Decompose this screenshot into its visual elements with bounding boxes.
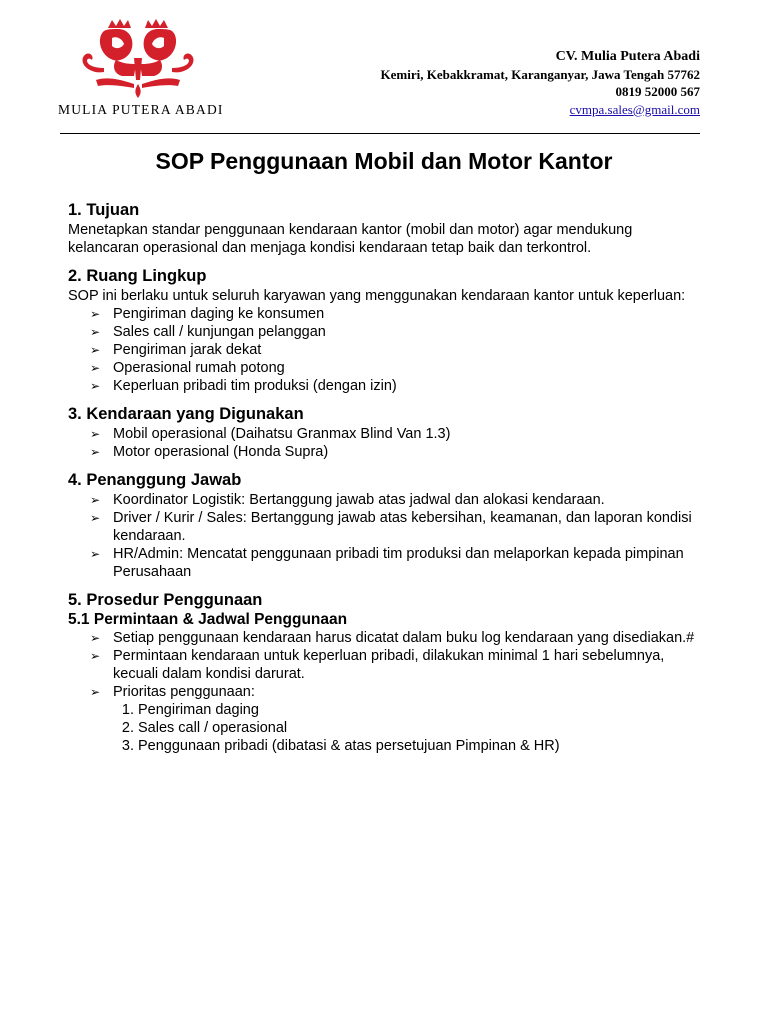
lion-crest-icon <box>78 18 198 100</box>
arrow-bullet-icon: ➢ <box>90 547 101 561</box>
arrow-bullet-icon: ➢ <box>90 493 101 507</box>
section-prosedur <box>68 591 700 755</box>
arrow-bullet-icon: ➢ <box>90 343 101 357</box>
list-item: ➢ Setiap penggunaan kendaraan harus dicatat dalam buku log kendaraan yang disediakan.# <box>90 630 695 646</box>
company-address: Kemiri, Kebakkramat, Karanganyar, Jawa Tengah 57762 <box>380 66 700 82</box>
arrow-bullet-icon: ➢ <box>90 427 101 441</box>
list-item: 3. Penggunaan pribadi (dibatasi & atas persetujuan Pimpinan & HR) <box>138 737 700 755</box>
section-ruang-lingkup <box>68 267 700 395</box>
arrow-bullet-icon: ➢ <box>90 649 101 663</box>
arrow-bullet-icon: ➢ <box>90 379 101 393</box>
arrow-bullet-icon: ➢ <box>90 631 101 645</box>
arrow-bullet-icon: ➢ <box>90 685 101 699</box>
company-phone: 0819 52000 567 <box>615 84 700 99</box>
section-heading: 5. Prosedur Penggunaan <box>68 591 263 609</box>
arrow-bullet-icon: ➢ <box>90 511 101 525</box>
list-item: ➢ Sales call / kunjungan pelanggan <box>90 324 326 340</box>
section-kendaraan <box>68 405 700 461</box>
company-name: CV. Mulia Putera Abadi <box>555 49 700 64</box>
company-logo <box>58 18 224 118</box>
list-item: ➢ Pengiriman daging ke konsumen <box>90 306 325 322</box>
list-item: ➢ Prioritas penggunaan: <box>90 684 255 700</box>
section-heading: 4. Penanggung Jawab <box>68 471 242 489</box>
document-body <box>68 148 700 765</box>
vehicle-list <box>68 425 700 461</box>
list-item: ➢ Motor operasional (Honda Supra) <box>90 444 329 460</box>
list-item: ➢ Mobil operasional (Daihatsu Granmax Blind Van 1.3) <box>90 426 451 442</box>
section-heading: 2. Ruang Lingkup <box>68 267 207 285</box>
logo-wordmark: MULIA PUTERA ABADI <box>58 102 224 117</box>
list-item: ➢ Pengiriman jarak dekat <box>90 342 262 358</box>
list-item: ➢ Driver / Kurir / Sales: Bertanggung jawab atas kebersihan, keamanan, dan laporan kondisi kendaraan. <box>90 510 692 544</box>
list-item: ➢ Operasional rumah potong <box>90 360 285 376</box>
list-item: ➢ Permintaan kendaraan untuk keperluan pribadi, dilakukan minimal 1 hari sebelumnya, kecuali dalam kondisi darurat. <box>90 648 665 682</box>
list-item: 1. Pengiriman daging <box>138 701 700 719</box>
list-item: ➢ Koordinator Logistik: Bertanggung jawab atas jadwal dan alokasi kendaraan. <box>90 492 605 508</box>
section-penanggung-jawab <box>68 471 700 581</box>
arrow-bullet-icon: ➢ <box>90 445 101 459</box>
subsection-heading: 5.1 Permintaan & Jadwal Penggunaan <box>68 611 348 628</box>
list-item: 2. Sales call / operasional <box>138 719 700 737</box>
letterhead <box>0 0 768 140</box>
company-info <box>381 48 700 118</box>
arrow-bullet-icon: ➢ <box>90 307 101 321</box>
list-item: ➢ Keperluan pribadi tim produksi (dengan izin) <box>90 378 397 394</box>
company-email-link[interactable]: cvmpa.sales@gmail.com <box>569 101 700 117</box>
section-text: SOP ini berlaku untuk seluruh karyawan yang menggunakan kendaraan kantor untuk keperluan: <box>68 288 686 304</box>
section-heading: 3. Kendaraan yang Digunakan <box>68 405 304 423</box>
procedure-list <box>68 629 700 701</box>
section-tujuan <box>68 201 700 257</box>
priority-list <box>68 701 700 755</box>
arrow-bullet-icon: ➢ <box>90 361 101 375</box>
header-divider <box>60 133 700 134</box>
section-heading: 1. Tujuan <box>68 201 140 219</box>
responsibility-list <box>68 491 700 581</box>
arrow-bullet-icon: ➢ <box>90 325 101 339</box>
scope-list <box>68 305 700 395</box>
document-title: SOP Penggunaan Mobil dan Motor Kantor <box>155 148 613 174</box>
section-text: Menetapkan standar penggunaan kendaraan kantor (mobil dan motor) agar mendukung kelancaran operasional dan menjaga kondisi kendaraan tetap baik dan terkontrol. <box>68 222 633 256</box>
list-item: ➢ HR/Admin: Mencatat penggunaan pribadi tim produksi dan melaporkan kepada pimpinan Perusahaan <box>90 546 684 580</box>
